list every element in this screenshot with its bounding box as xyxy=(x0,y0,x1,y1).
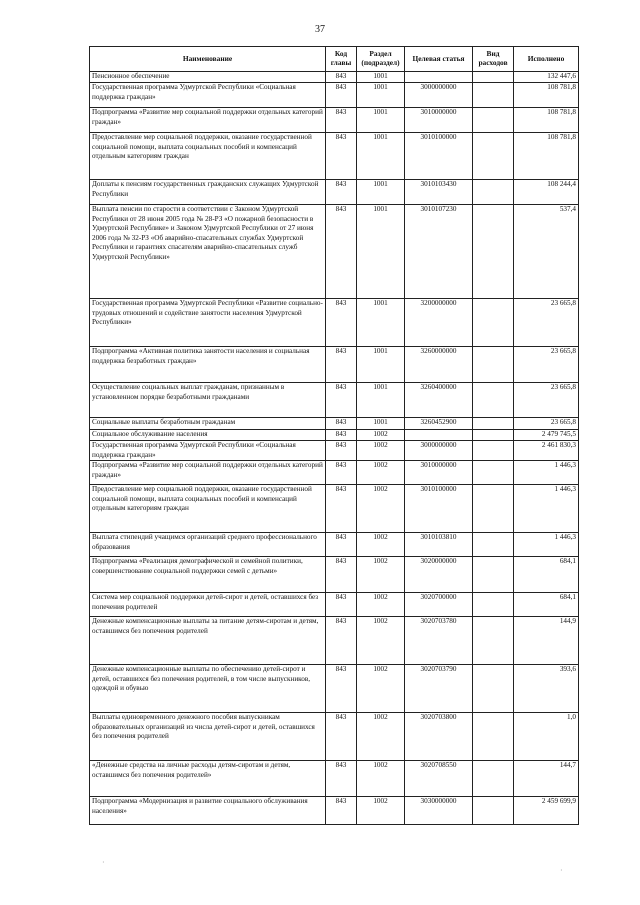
cell-target: 3260400000 xyxy=(405,383,473,418)
cell-name: Подпрограмма «Модернизация и развитие социального обслуживания населения» xyxy=(90,797,326,825)
cell-type xyxy=(473,383,514,418)
cell-name: Выплаты единовременного денежного пособия выпускникам образовательных организаций из числа детей-сирот и детей, оставшихся без попечения родителей xyxy=(90,713,326,761)
table-row xyxy=(90,108,579,133)
cell-section: 1001 xyxy=(357,347,405,383)
cell-amount: 1,0 xyxy=(514,713,579,761)
cell-target: 3020000000 xyxy=(405,557,473,593)
cell-name: Подпрограмма «Развитие мер социальной поддержки отдельных категорий граждан» xyxy=(90,461,326,485)
scan-mark: · xyxy=(560,866,563,875)
cell-code: 843 xyxy=(326,383,357,418)
cell-name: Социальное обслуживание населения xyxy=(90,430,326,441)
cell-target: 3030000000 xyxy=(405,797,473,825)
cell-type xyxy=(473,299,514,347)
cell-code: 843 xyxy=(326,299,357,347)
cell-code: 843 xyxy=(326,797,357,825)
page-number: 37 xyxy=(315,24,325,35)
cell-amount: 108 244,4 xyxy=(514,180,579,205)
table-row xyxy=(90,797,579,825)
cell-name: Денежные компенсационные выплаты по обеспечению детей-сирот и детей, оставшихся без попечения родителей, в том числе выпускников, одеждой и обувью xyxy=(90,665,326,713)
cell-amount: 108 781,8 xyxy=(514,108,579,133)
cell-target xyxy=(405,72,473,83)
cell-type xyxy=(473,430,514,441)
cell-type xyxy=(473,557,514,593)
cell-type xyxy=(473,761,514,797)
cell-amount: 144,9 xyxy=(514,617,579,665)
cell-section: 1002 xyxy=(357,441,405,461)
cell-code: 843 xyxy=(326,557,357,593)
table-row xyxy=(90,205,579,299)
table-row xyxy=(90,383,579,418)
cell-name: Доплаты к пенсиям государственных гражданских служащих Удмуртской Республики xyxy=(90,180,326,205)
header-name: Наименование xyxy=(90,47,326,72)
cell-amount: 684,1 xyxy=(514,593,579,617)
cell-target: 3020700000 xyxy=(405,593,473,617)
cell-target: 3010107230 xyxy=(405,205,473,299)
table-body xyxy=(90,72,579,825)
cell-name: Выплата пенсии по старости в соответствии с Законом Удмуртской Республики от 28 июня 2005 года № 28-РЗ «О пожарной безопасности в Удмуртской Республике» и Законом Удмуртской Республики от 27 июня 2006 года № 32-РЗ «Об аварийно-спасательных службах Удмуртской Республики и гарантиях спасателям аварийно-спасательных служб Удмуртской Республики» xyxy=(90,205,326,299)
cell-section: 1001 xyxy=(357,383,405,418)
cell-section: 1002 xyxy=(357,713,405,761)
cell-type xyxy=(473,180,514,205)
cell-code: 843 xyxy=(326,418,357,430)
cell-section: 1001 xyxy=(357,180,405,205)
cell-section: 1001 xyxy=(357,299,405,347)
table-row xyxy=(90,593,579,617)
cell-amount: 684,1 xyxy=(514,557,579,593)
cell-name: Предоставление мер социальной поддержки, оказание государственной социальной помощи, выплата социальных пособий и компенсаций отдельным категориям граждан xyxy=(90,485,326,533)
cell-code: 843 xyxy=(326,72,357,83)
cell-code: 843 xyxy=(326,665,357,713)
table-row xyxy=(90,180,579,205)
cell-section: 1001 xyxy=(357,72,405,83)
cell-target: 3020703780 xyxy=(405,617,473,665)
cell-name: Социальные выплаты безработным гражданам xyxy=(90,418,326,430)
cell-target: 3020708550 xyxy=(405,761,473,797)
cell-type xyxy=(473,347,514,383)
cell-type xyxy=(473,713,514,761)
header-type: Вид расходов xyxy=(473,47,514,72)
cell-amount: 1 446,3 xyxy=(514,485,579,533)
cell-code: 843 xyxy=(326,205,357,299)
cell-amount: 23 665,8 xyxy=(514,347,579,383)
cell-type xyxy=(473,485,514,533)
cell-type xyxy=(473,205,514,299)
table-row xyxy=(90,72,579,83)
cell-amount: 2 459 699,9 xyxy=(514,797,579,825)
cell-code: 843 xyxy=(326,761,357,797)
table-header xyxy=(90,47,579,72)
cell-type xyxy=(473,418,514,430)
cell-target: 3000000000 xyxy=(405,83,473,108)
cell-amount: 108 781,8 xyxy=(514,83,579,108)
cell-amount: 144,7 xyxy=(514,761,579,797)
cell-name: Подпрограмма «Реализация демографической и семейной политики, совершенствование социальной поддержки семей с детьми» xyxy=(90,557,326,593)
cell-section: 1002 xyxy=(357,593,405,617)
cell-amount: 2 461 830,3 xyxy=(514,441,579,461)
cell-section: 1001 xyxy=(357,108,405,133)
cell-section: 1002 xyxy=(357,485,405,533)
cell-target: 3010000000 xyxy=(405,461,473,485)
cell-name: Подпрограмма «Развитие мер социальной поддержки отдельных категорий граждан» xyxy=(90,108,326,133)
table-row xyxy=(90,713,579,761)
cell-name: «Денежные средства на личные расходы детям-сиротам и детям, оставшимся без попечения родителей» xyxy=(90,761,326,797)
table-row xyxy=(90,133,579,180)
cell-code: 843 xyxy=(326,108,357,133)
table-row xyxy=(90,485,579,533)
cell-amount: 1 446,3 xyxy=(514,533,579,557)
table-row xyxy=(90,83,579,108)
cell-type xyxy=(473,593,514,617)
cell-section: 1001 xyxy=(357,133,405,180)
cell-code: 843 xyxy=(326,461,357,485)
cell-type xyxy=(473,83,514,108)
cell-section: 1002 xyxy=(357,533,405,557)
cell-section: 1002 xyxy=(357,761,405,797)
cell-section: 1002 xyxy=(357,665,405,713)
cell-amount: 537,4 xyxy=(514,205,579,299)
cell-amount: 108 781,8 xyxy=(514,133,579,180)
cell-code: 843 xyxy=(326,347,357,383)
cell-code: 843 xyxy=(326,180,357,205)
cell-type xyxy=(473,108,514,133)
cell-name: Государственная программа Удмуртской Республики «Социальная поддержка граждан» xyxy=(90,83,326,108)
cell-amount: 23 665,8 xyxy=(514,299,579,347)
table-row xyxy=(90,441,579,461)
table-row xyxy=(90,430,579,441)
table-row xyxy=(90,557,579,593)
cell-section: 1002 xyxy=(357,430,405,441)
header-amount: Исполнено xyxy=(514,47,579,72)
cell-target xyxy=(405,430,473,441)
cell-code: 843 xyxy=(326,713,357,761)
cell-target: 3260000000 xyxy=(405,347,473,383)
cell-section: 1001 xyxy=(357,205,405,299)
cell-type xyxy=(473,533,514,557)
cell-amount: 2 479 745,5 xyxy=(514,430,579,441)
table-row xyxy=(90,461,579,485)
cell-target: 3010103810 xyxy=(405,533,473,557)
cell-name: Подпрограмма «Активная политика занятости населения и социальная поддержка безработных граждан» xyxy=(90,347,326,383)
cell-type xyxy=(473,617,514,665)
cell-section: 1002 xyxy=(357,557,405,593)
table-row xyxy=(90,418,579,430)
table-row xyxy=(90,347,579,383)
table-row xyxy=(90,665,579,713)
cell-code: 843 xyxy=(326,430,357,441)
cell-amount: 132 447,6 xyxy=(514,72,579,83)
table-row xyxy=(90,761,579,797)
cell-target: 3000000000 xyxy=(405,441,473,461)
cell-section: 1001 xyxy=(357,83,405,108)
cell-code: 843 xyxy=(326,441,357,461)
cell-code: 843 xyxy=(326,83,357,108)
cell-section: 1002 xyxy=(357,617,405,665)
cell-amount: 23 665,8 xyxy=(514,418,579,430)
cell-amount: 1 446,3 xyxy=(514,461,579,485)
cell-type xyxy=(473,441,514,461)
cell-code: 843 xyxy=(326,133,357,180)
cell-name: Денежные компенсационные выплаты за питание детям-сиротам и детям, оставшимся без попечения родителей xyxy=(90,617,326,665)
cell-name: Предоставление мер социальной поддержки, оказание государственной социальной помощи, выплата социальных пособий и компенсаций отдельным категориям граждан xyxy=(90,133,326,180)
cell-target: 3020703800 xyxy=(405,713,473,761)
cell-name: Выплата стипендий учащимся организаций среднего профессионального образования xyxy=(90,533,326,557)
cell-name: Система мер социальной поддержки детей-сирот и детей, оставшихся без попечения родителей xyxy=(90,593,326,617)
table-row xyxy=(90,533,579,557)
header-code: Код главы xyxy=(326,47,357,72)
cell-target: 3010103430 xyxy=(405,180,473,205)
cell-amount: 393,6 xyxy=(514,665,579,713)
cell-name: Государственная программа Удмуртской Республики «Социальная поддержка граждан» xyxy=(90,441,326,461)
table-row xyxy=(90,299,579,347)
cell-target: 3020703790 xyxy=(405,665,473,713)
cell-name: Пенсионное обеспечение xyxy=(90,72,326,83)
cell-section: 1002 xyxy=(357,797,405,825)
cell-target: 3200000000 xyxy=(405,299,473,347)
cell-section: 1002 xyxy=(357,461,405,485)
table-row xyxy=(90,617,579,665)
cell-code: 843 xyxy=(326,593,357,617)
cell-code: 843 xyxy=(326,533,357,557)
cell-section: 1001 xyxy=(357,418,405,430)
cell-code: 843 xyxy=(326,485,357,533)
cell-target: 3010100000 xyxy=(405,485,473,533)
header-target: Целевая статья xyxy=(405,47,473,72)
cell-type xyxy=(473,461,514,485)
cell-amount: 23 665,8 xyxy=(514,383,579,418)
cell-type xyxy=(473,665,514,713)
cell-target: 3260452900 xyxy=(405,418,473,430)
cell-target: 3010000000 xyxy=(405,108,473,133)
cell-name: Государственная программа Удмуртской Республики «Развитие социально-трудовых отношений и содействие занятости населения Удмуртской Республики» xyxy=(90,299,326,347)
cell-type xyxy=(473,133,514,180)
budget-table xyxy=(89,46,579,825)
cell-type xyxy=(473,72,514,83)
cell-type xyxy=(473,797,514,825)
scan-mark: · xyxy=(102,858,105,867)
cell-target: 3010100000 xyxy=(405,133,473,180)
cell-code: 843 xyxy=(326,617,357,665)
header-section: Раздел (подраздел) xyxy=(357,47,405,72)
cell-name: Осуществление социальных выплат гражданам, признанным в установленном порядке безработными гражданами xyxy=(90,383,326,418)
